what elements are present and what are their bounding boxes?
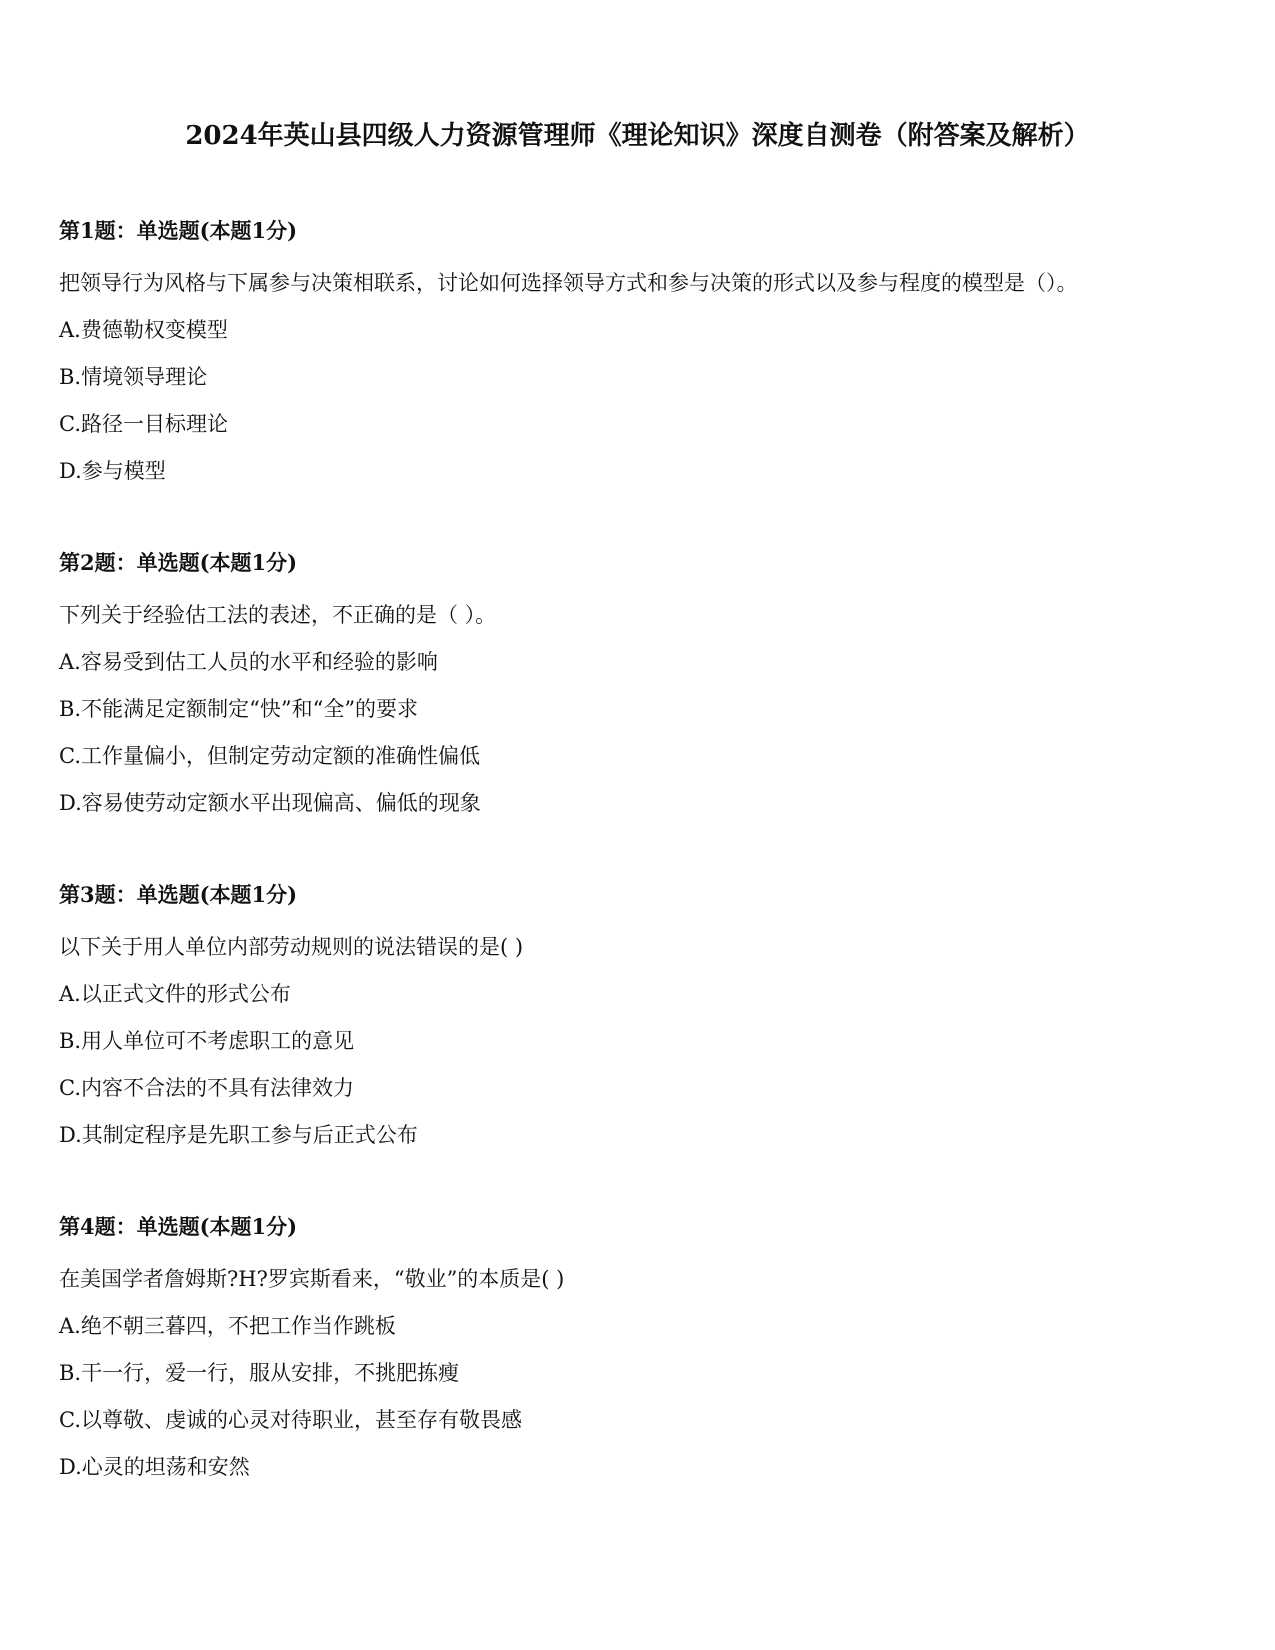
page-title: 2024年英山县四级人力资源管理师《理论知识》深度自测卷（附答案及解析） bbox=[185, 121, 1090, 151]
question-header: 第4题：单选题(本题1分) bbox=[59, 1214, 298, 1239]
option-d: D.参与模型 bbox=[59, 459, 166, 483]
question-stem: 把领导行为风格与下属参与决策相联系，讨论如何选择领导方式和参与决策的形式以及参与程度的模型是（）。 bbox=[59, 271, 1078, 295]
option-a: A.费德勒权变模型 bbox=[59, 318, 228, 342]
question-stem: 以下关于用人单位内部劳动规则的说法错误的是( ) bbox=[59, 935, 524, 959]
option-d: D.心灵的坦荡和安然 bbox=[59, 1455, 250, 1479]
option-d: D.其制定程序是先职工参与后正式公布 bbox=[59, 1123, 418, 1147]
option-c: C.内容不合法的不具有法律效力 bbox=[59, 1076, 354, 1100]
question-header: 第2题：单选题(本题1分) bbox=[59, 550, 298, 575]
question-stem: 在美国学者詹姆斯?H?罗宾斯看来，“敬业”的本质是( ) bbox=[59, 1267, 565, 1291]
question-4 bbox=[59, 1212, 1229, 1482]
option-b: B.不能满足定额制定“快”和“全”的要求 bbox=[59, 697, 419, 721]
question-header: 第3题：单选题(本题1分) bbox=[59, 882, 298, 907]
option-c: C.以尊敬、虔诚的心灵对待职业，甚至存有敬畏感 bbox=[59, 1408, 522, 1432]
option-c: C.工作量偏小，但制定劳动定额的准确性偏低 bbox=[59, 744, 480, 768]
option-d: D.容易使劳动定额水平出现偏高、偏低的现象 bbox=[59, 791, 481, 815]
option-b: B.用人单位可不考虑职工的意见 bbox=[59, 1029, 355, 1053]
question-1 bbox=[59, 216, 1229, 486]
option-c: C.路径一目标理论 bbox=[59, 412, 228, 436]
option-b: B.情境领导理论 bbox=[59, 365, 208, 389]
option-a: A.以正式文件的形式公布 bbox=[59, 982, 291, 1006]
question-3 bbox=[59, 880, 1229, 1150]
question-header: 第1题：单选题(本题1分) bbox=[59, 218, 298, 243]
option-a: A.容易受到估工人员的水平和经验的影响 bbox=[59, 650, 438, 674]
question-stem: 下列关于经验估工法的表述，不正确的是（ ）。 bbox=[59, 603, 497, 627]
option-a: A.绝不朝三暮四，不把工作当作跳板 bbox=[59, 1314, 396, 1338]
option-b: B.干一行，爱一行，服从安排，不挑肥拣瘦 bbox=[59, 1361, 460, 1385]
question-2 bbox=[59, 548, 1229, 818]
